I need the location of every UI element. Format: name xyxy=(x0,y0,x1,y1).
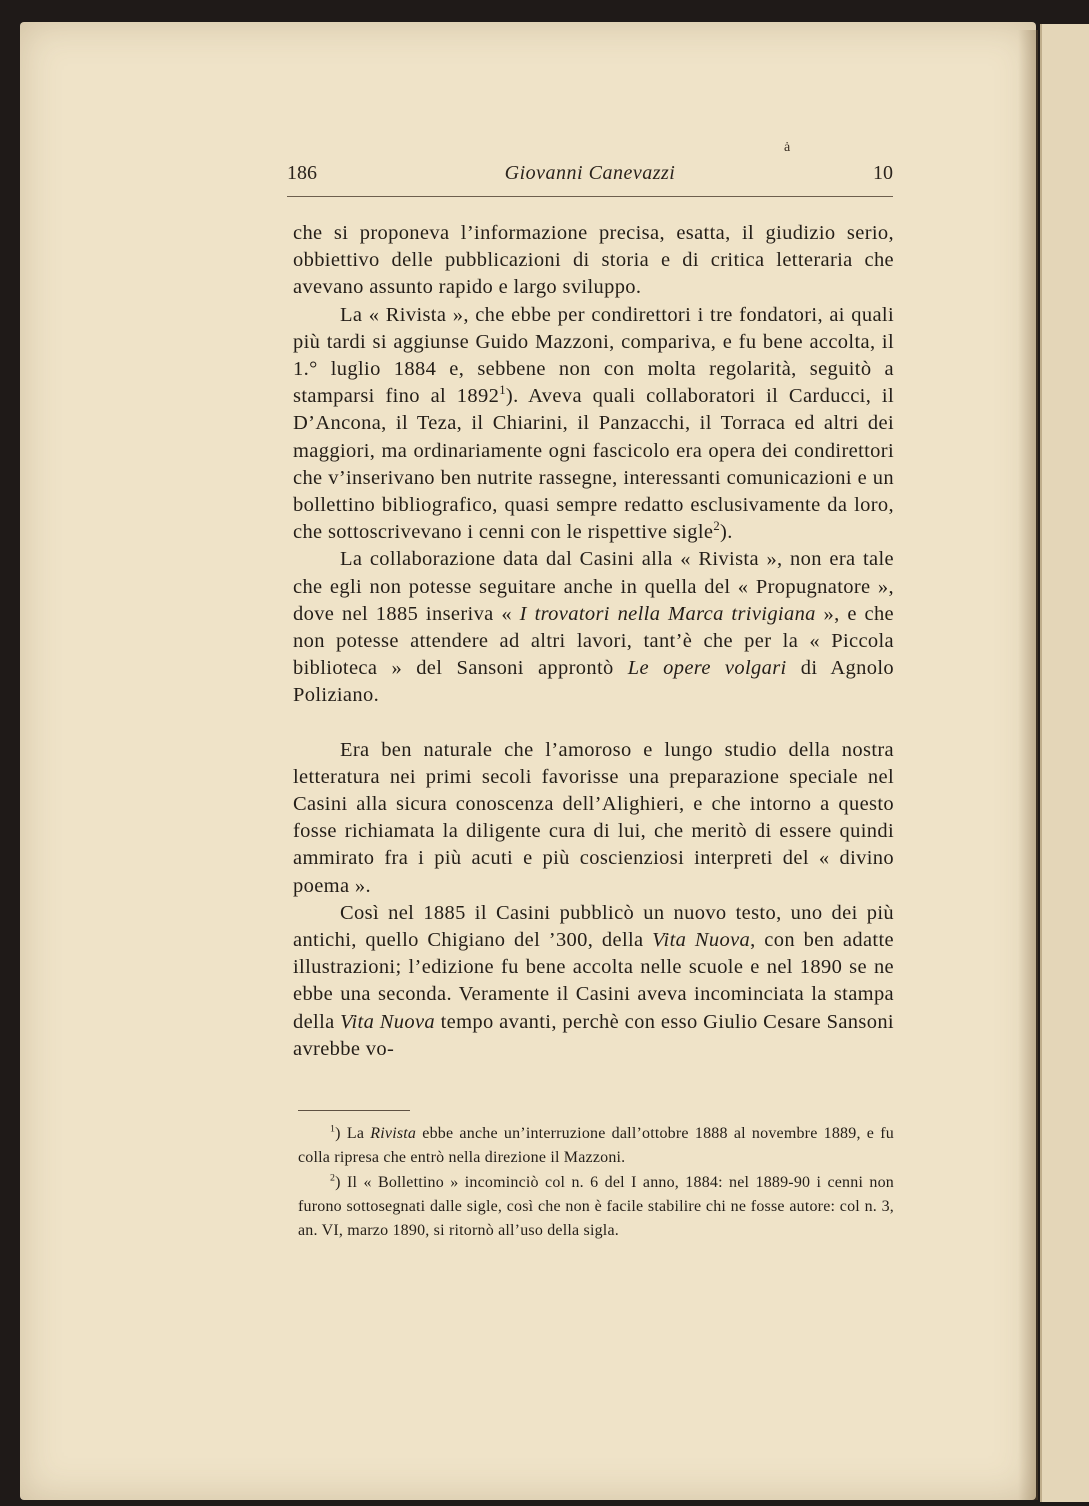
paragraph-collaborazione: La collaborazione data dal Casini alla « Rivista », non era tale che egli non potesse seguitare anche in quella del « Propugnatore », dove nel 1885 inseriva « I trovatori nella Marca trivigiana », e che non potesse attendere ad altri lavori, tant’è che per la « Piccola biblioteca » del Sansoni approntò Le opere volgari di Agnolo Poliziano. xyxy=(293,548,894,707)
paragraph-alighieri: Era ben naturale che l’amoroso e lungo studio della nostra letteratura nei primi secoli favorisse una preparazione speciale nel Casini alla sicura conoscenza dell’Alighieri, e che intorno a questo fosse richiamata la diligente cura di lui, che meritò di essere quindi ammirato fra i più acuti e più coscienziosi interpreti del « divino poema ». xyxy=(293,738,894,897)
gutter-shadow xyxy=(1018,30,1038,1500)
footnote-ref-2: 2 xyxy=(713,519,721,534)
stray-ink-mark: ȧ xyxy=(784,140,791,155)
title-vita-nuova: Vita Nuova xyxy=(652,929,751,952)
main-text xyxy=(293,220,894,1063)
footnote-ref-1: 1 xyxy=(499,383,506,398)
running-header xyxy=(287,162,893,192)
title-trovatori: I trovatori nella Marca trivigiana xyxy=(519,602,816,625)
header-rule xyxy=(287,196,893,197)
footnote-2: $^2$) Il « Bollettino » incominciò col n. 6 del I anno, 1884: nel 1889-90 i cenni non furono sottosegnati dalle sigle, così che non è facile stabilire chi ne fosse autore: col n. 3, an. VI, marzo 1890, si ritornò all’uso della sigla. xyxy=(298,1172,894,1240)
paragraph-rivista: La « Rivista », che ebbe per condirettori i tre fondatori, ai quali più tardi si aggiunse Guido Mazzoni, compariva, e fu bene accolta, il 1.° luglio 1884 e, sebbene non con molta regolarità, seguitò a stamparsi fino al 1892$^1$). Aveva quali collaboratori il Carducci, il D’Ancona, il Teza, il Chiarini, il Panzacchi, il Torraca ed altri dei maggiori, ma ordinariamente ogni fascicolo era opera dei condirettori che v’inserivano ben nutrite rassegne, interessanti comunicazioni e un bollettino bibliografico, quasi sempre redatto esclusivamente da loro, che sottoscrivevano i cenni con le rispettive sigle$^2$). xyxy=(293,303,894,544)
paragraph-vita-nuova: Così nel 1885 il Casini pubblicò un nuovo testo, uno dei più antichi, quello Chigiano del ’300, della Vita Nuova, con ben adatte illustrazioni; l’edizione fu bene accolta nelle scuole e nel 1890 se ne ebbe una seconda. Veramente il Casini aveva incominciata la stampa della Vita Nuova tempo avanti, perchè con esso Giulio Cesare Sansoni avrebbe vo- xyxy=(293,901,894,1060)
title-opere-volgari: Le opere volgari xyxy=(627,657,787,680)
paragraph-continuation: che si proponeva l’informazione precisa, esatta, il giudizio serio, obbiettivo delle pubblicazioni di storia e di critica letteraria che avevano assunto rapido e largo sviluppo. xyxy=(293,222,894,299)
adjacent-page-edge xyxy=(1040,24,1089,1502)
footnote-1: $^1$) La Rivista ebbe anche un’interruzione dall’ottobre 1888 al novembre 1889, e fu colla ripresa che entrò nella direzione il Mazzoni. xyxy=(298,1123,894,1167)
title-vita-nuova-2: Vita Nuova xyxy=(340,1010,436,1033)
page-number: 186 xyxy=(287,162,317,184)
signature-number: 10 xyxy=(873,162,893,184)
footnote-rule xyxy=(298,1110,410,1111)
footnotes xyxy=(298,1122,894,1243)
running-title: Giovanni Canevazzi xyxy=(504,162,676,184)
